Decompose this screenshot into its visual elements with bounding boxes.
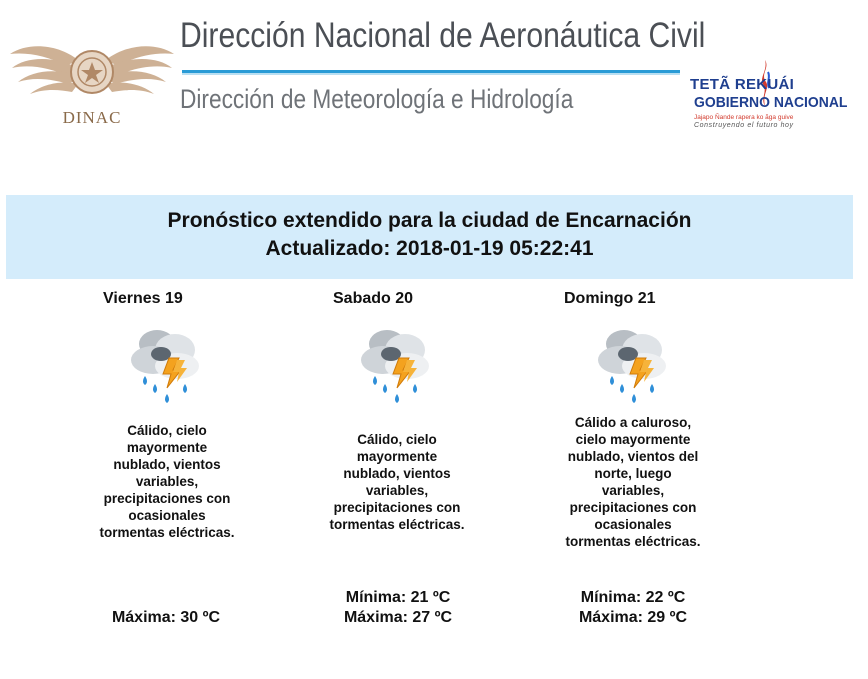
max-temperature: Máxima: 27 ºC	[343, 609, 453, 626]
title-divider-shadow	[182, 73, 680, 75]
org-subtitle: Dirección de Meteorología e Hidrología	[180, 84, 574, 114]
forecast-description: Cálido, cielo mayormente nublado, vientos variables, precipitaciones con tormentas eléctricas.	[329, 432, 465, 532]
forecast-description: Cálido, cielo mayormente nublado, vientos variables, precipitaciones con ocasionales tormentas eléctricas.	[99, 423, 235, 540]
dinac-logo-text: DINAC	[62, 108, 122, 127]
gov-logo-line1: TETÃ REKUÁI	[690, 76, 795, 93]
forecast-title: Pronóstico extendido para la ciudad de Encarnación	[167, 209, 692, 232]
gov-logo-line2: GOBIERNO NACIONAL	[694, 94, 848, 111]
min-temperature: Mínima: 21 ºC	[345, 589, 451, 606]
day-label: Viernes 19	[103, 290, 183, 307]
min-temperature: Mínima: 22 ºC	[580, 589, 686, 606]
page-header	[0, 0, 868, 150]
day-label: Sabado 20	[333, 290, 414, 307]
gov-logo-line4: Construyendo el futuro hoy	[694, 122, 794, 129]
government-logo	[690, 58, 850, 138]
forecast-description: Cálido a caluroso, cielo mayormente nublado, vientos del norte, luego variables, precipitaciones con ocasionales tormentas eléctricas.	[565, 415, 701, 549]
storm-rain-icon	[127, 318, 207, 406]
max-temperature: Máxima: 30 ºC	[111, 609, 221, 626]
storm-rain-icon	[594, 318, 674, 406]
max-temperature: Máxima: 29 ºC	[578, 609, 688, 626]
storm-rain-icon	[357, 318, 437, 406]
updated-timestamp: Actualizado: 2018-01-19 05:22:41	[265, 237, 594, 260]
org-title: Dirección Nacional de Aeronáutica Civil	[180, 16, 706, 55]
forecast-banner	[6, 195, 853, 279]
day-label: Domingo 21	[564, 290, 656, 307]
gov-logo-line3: Jajapo Ñande rapera ko ãga guive	[694, 114, 794, 121]
